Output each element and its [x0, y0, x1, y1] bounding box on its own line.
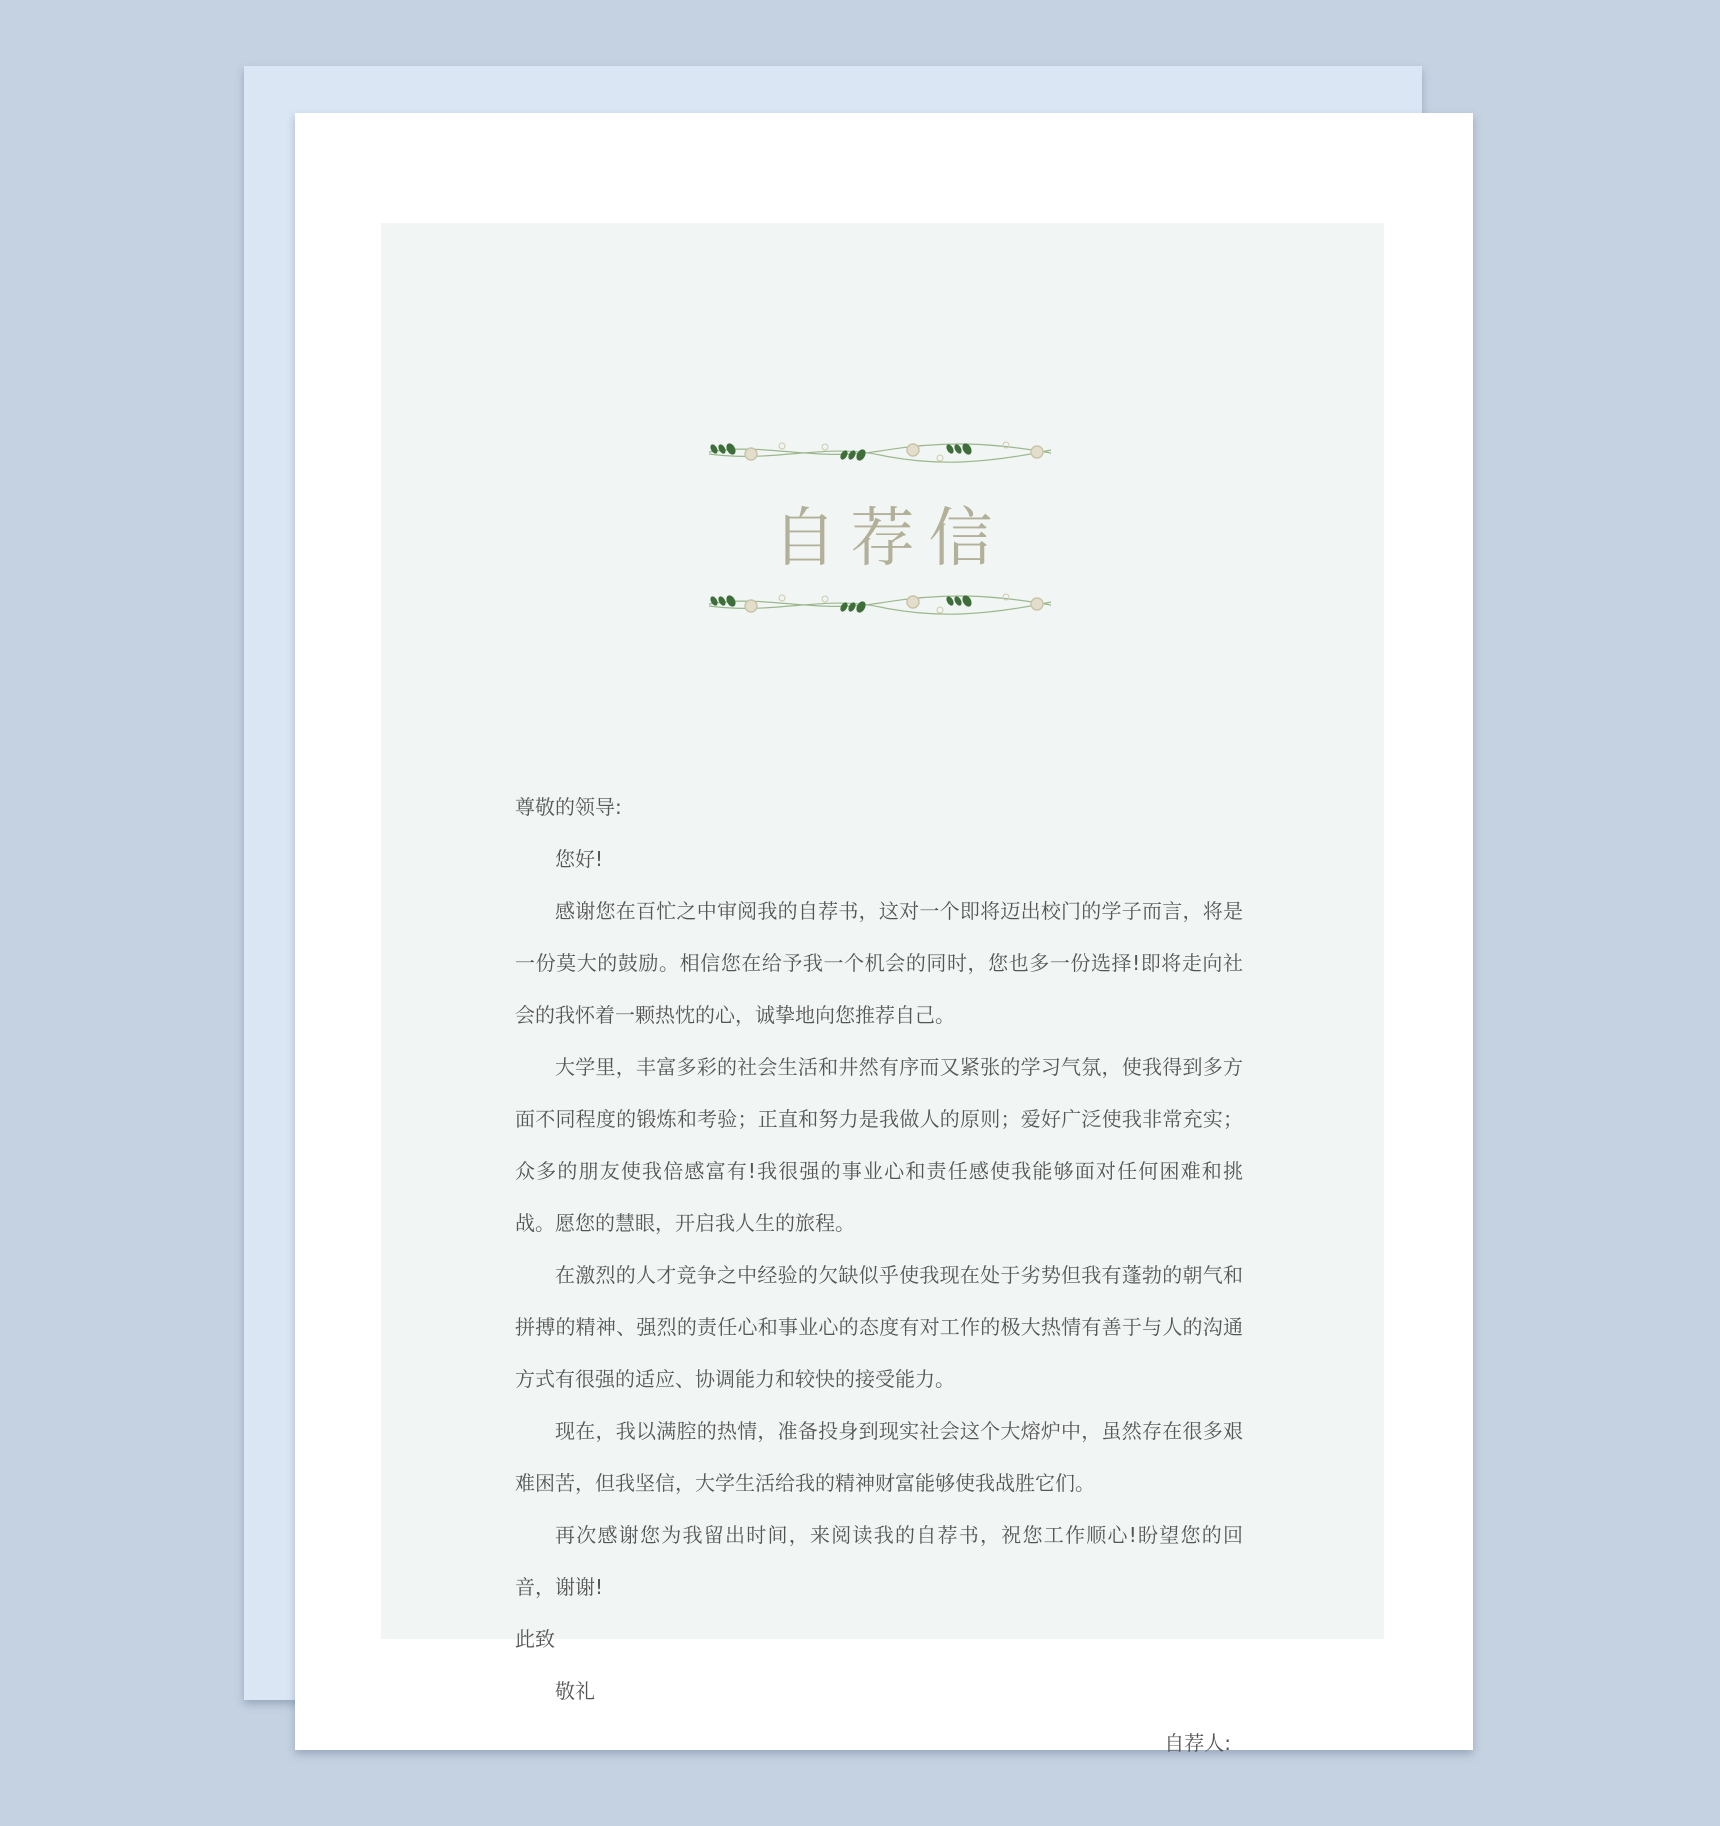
- front-paper-sheet: [295, 113, 1473, 1755]
- closing-line-1: 此致: [515, 1627, 555, 1651]
- page-title: 自荐信: [772, 502, 1007, 576]
- paragraph-2: 大学里，丰富多彩的社会生活和井然有序而又紧张的学习气氛，使我得到多方面不同程度的锻炼和考验；正直和努力是我做人的原则；爱好广泛使我非常充实；众多的朋友使我倍感富有!我很强的事业心和责任感使我能够面对任何困难和挑战。愿您的慧眼，开启我人生的旅程。: [515, 1055, 1243, 1235]
- letter-body: [515, 781, 1243, 1769]
- greeting: 您好!: [555, 847, 604, 871]
- letter-panel: [381, 223, 1384, 1755]
- paragraph-5: 再次感谢您为我留出时间，来阅读我的自荐书，祝您工作顺心!盼望您的回音，谢谢!: [515, 1523, 1243, 1599]
- signature: 自荐人:: [1164, 1731, 1231, 1755]
- paragraph-3: 在激烈的人才竞争之中经验的欠缺似乎使我现在处于劣势但我有蓬勃的朝气和拼搏的精神、强烈的责任心和事业心的态度有对工作的极大热情有善于与人的沟通方式有很强的适应、协调能力和较快的接受能力。: [515, 1263, 1243, 1391]
- floral-vine-top-icon: [704, 437, 1056, 467]
- paragraph-4: 现在，我以满腔的热情，准备投身到现实社会这个大熔炉中，虽然存在很多艰难困苦，但我坚信，大学生活给我的精神财富能够使我战胜它们。: [515, 1419, 1243, 1495]
- closing-line-2: 敬礼: [555, 1679, 595, 1703]
- salutation: 尊敬的领导:: [515, 795, 622, 819]
- paragraph-1: 感谢您在百忙之中审阅我的自荐书，这对一个即将迈出校门的学子而言，将是一份莫大的鼓励。相信您在给予我一个机会的同时，您也多一份选择!即将走向社会的我怀着一颗热忱的心，诚挚地向您推荐自己。: [515, 899, 1243, 1027]
- floral-vine-bottom-icon: [704, 589, 1056, 619]
